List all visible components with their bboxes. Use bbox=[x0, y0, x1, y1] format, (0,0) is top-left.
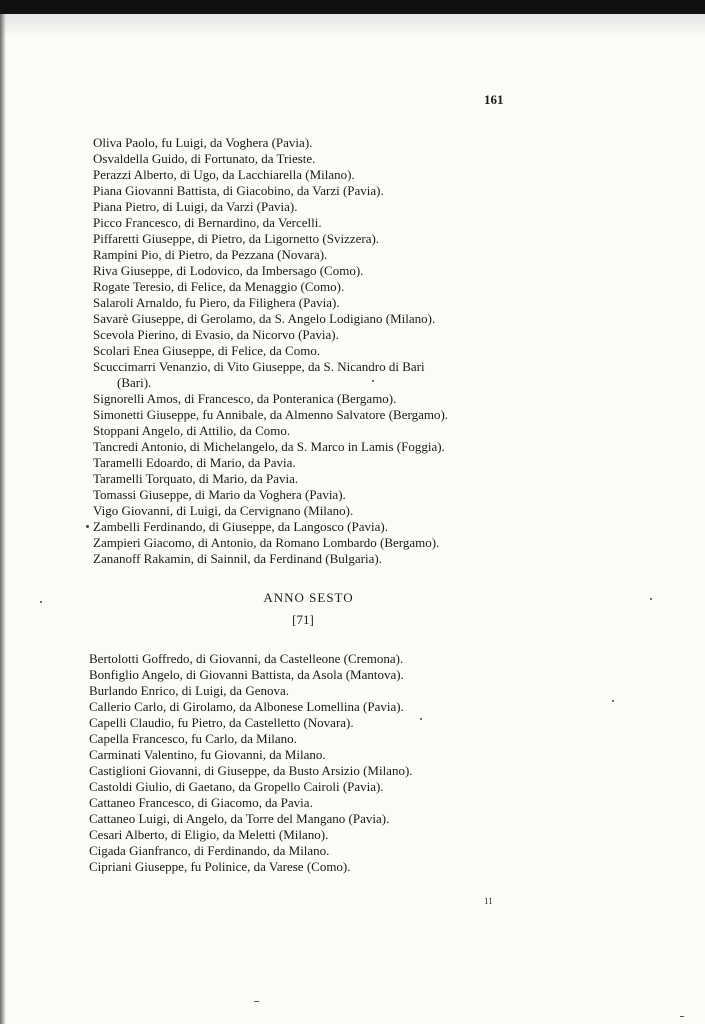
list-item: Cattaneo Luigi, di Angelo, da Torre del Mangano (Pavia). bbox=[89, 811, 390, 826]
list-item: Scolari Enea Giuseppe, di Felice, da Como. bbox=[93, 343, 321, 358]
list-item: Tancredi Antonio, di Michelangelo, da S. Marco in Lamis (Foggia). bbox=[93, 439, 445, 454]
name-list-continued bbox=[93, 135, 448, 567]
section-number: [71] bbox=[292, 612, 314, 627]
list-item: Scevola Pierino, di Evasio, da Nicorvo (Pavia). bbox=[93, 327, 339, 342]
scan-shadow bbox=[0, 14, 705, 38]
list-item: Zananoff Rakamin, di Sainnil, da Ferdinand (Bulgaria). bbox=[93, 551, 382, 566]
signature-mark: 11 bbox=[484, 896, 493, 906]
scan-speck bbox=[420, 718, 422, 720]
name-list-year-six bbox=[89, 651, 413, 875]
scan-speck bbox=[40, 601, 42, 603]
list-item: Capelli Claudio, fu Pietro, da Castelletto (Novara). bbox=[89, 715, 354, 730]
list-item: Castiglioni Giovanni, di Giuseppe, da Busto Arsizio (Milano). bbox=[89, 763, 413, 778]
list-item: Vigo Giovanni, di Luigi, da Cervignano (Milano). bbox=[93, 503, 354, 518]
list-item: Piana Giovanni Battista, di Giacobino, da Varzi (Pavia). bbox=[93, 183, 384, 198]
list-item: Taramelli Torquato, di Mario, da Pavia. bbox=[93, 471, 299, 486]
list-item: Cigada Gianfranco, di Ferdinando, da Milano. bbox=[89, 843, 330, 858]
scan-speck bbox=[86, 525, 89, 528]
list-item: Rampini Pio, di Pietro, da Pezzana (Novara). bbox=[93, 247, 328, 262]
list-item: Cattaneo Francesco, di Giacomo, da Pavia. bbox=[89, 795, 313, 810]
list-item: Osvaldella Guido, di Fortunato, da Trieste. bbox=[93, 151, 316, 166]
list-item: Rogate Teresio, di Felice, da Menaggio (Como). bbox=[93, 279, 345, 294]
scan-speck bbox=[650, 598, 652, 600]
list-item: Riva Giuseppe, di Lodovico, da Imbersago (Como). bbox=[93, 263, 364, 278]
list-item-continuation: (Bari). bbox=[117, 375, 152, 390]
list-item: Carminati Valentino, fu Giovanni, da Milano. bbox=[89, 747, 326, 762]
list-item: Piana Pietro, di Luigi, da Varzi (Pavia). bbox=[93, 199, 298, 214]
scan-mark bbox=[680, 1016, 684, 1017]
list-item: Perazzi Alberto, di Ugo, da Lacchiarella (Milano). bbox=[93, 167, 355, 182]
list-item: Scuccimarri Venanzio, di Vito Giuseppe, da S. Nicandro di Bari bbox=[93, 359, 425, 374]
list-item: Salaroli Arnaldo, fu Piero, da Filighera (Pavia). bbox=[93, 295, 340, 310]
list-item: Tomassi Giuseppe, di Mario da Voghera (Pavia). bbox=[93, 487, 346, 502]
list-item: Callerio Carlo, di Girolamo, da Albonese Lomellina (Pavia). bbox=[89, 699, 404, 714]
list-item: Bertolotti Goffredo, di Giovanni, da Castelleone (Cremona). bbox=[89, 651, 404, 666]
list-item: Zampieri Giacomo, di Antonio, da Romano Lombardo (Bergamo). bbox=[93, 535, 440, 550]
scan-speck bbox=[372, 380, 374, 382]
section-heading: ANNO SESTO bbox=[263, 590, 354, 605]
list-item: Oliva Paolo, fu Luigi, da Voghera (Pavia). bbox=[93, 135, 313, 150]
scan-left-border bbox=[0, 14, 6, 1024]
list-item: Savarè Giuseppe, di Gerolamo, da S. Angelo Lodigiano (Milano). bbox=[93, 311, 436, 326]
list-item: Castoldi Giulio, di Gaetano, da Gropello Cairoli (Pavia). bbox=[89, 779, 384, 794]
list-item: Signorelli Amos, di Francesco, da Ponteranica (Bergamo). bbox=[93, 391, 397, 406]
list-item: Stoppani Angelo, di Attilio, da Como. bbox=[93, 423, 291, 438]
list-item: Cesari Alberto, di Eligio, da Meletti (Milano). bbox=[89, 827, 329, 842]
list-item: Burlando Enrico, di Luigi, da Genova. bbox=[89, 683, 290, 698]
list-item: Zambelli Ferdinando, di Giuseppe, da Langosco (Pavia). bbox=[93, 519, 388, 534]
list-item: Cipriani Giuseppe, fu Polinice, da Varese (Como). bbox=[89, 859, 351, 874]
list-item: Picco Francesco, di Bernardino, da Vercelli. bbox=[93, 215, 322, 230]
page-number: 161 bbox=[484, 92, 504, 107]
scan-speck bbox=[612, 700, 614, 702]
scan-mark bbox=[254, 1001, 259, 1002]
scan-top-border bbox=[0, 0, 705, 14]
list-item: Piffaretti Giuseppe, di Pietro, da Ligornetto (Svizzera). bbox=[93, 231, 380, 246]
list-item: Bonfiglio Angelo, di Giovanni Battista, da Asola (Mantova). bbox=[89, 667, 404, 682]
list-item: Simonetti Giuseppe, fu Annibale, da Almenno Salvatore (Bergamo). bbox=[93, 407, 449, 422]
list-item: Taramelli Edoardo, di Mario, da Pavia. bbox=[93, 455, 296, 470]
list-item: Capella Francesco, fu Carlo, da Milano. bbox=[89, 731, 297, 746]
